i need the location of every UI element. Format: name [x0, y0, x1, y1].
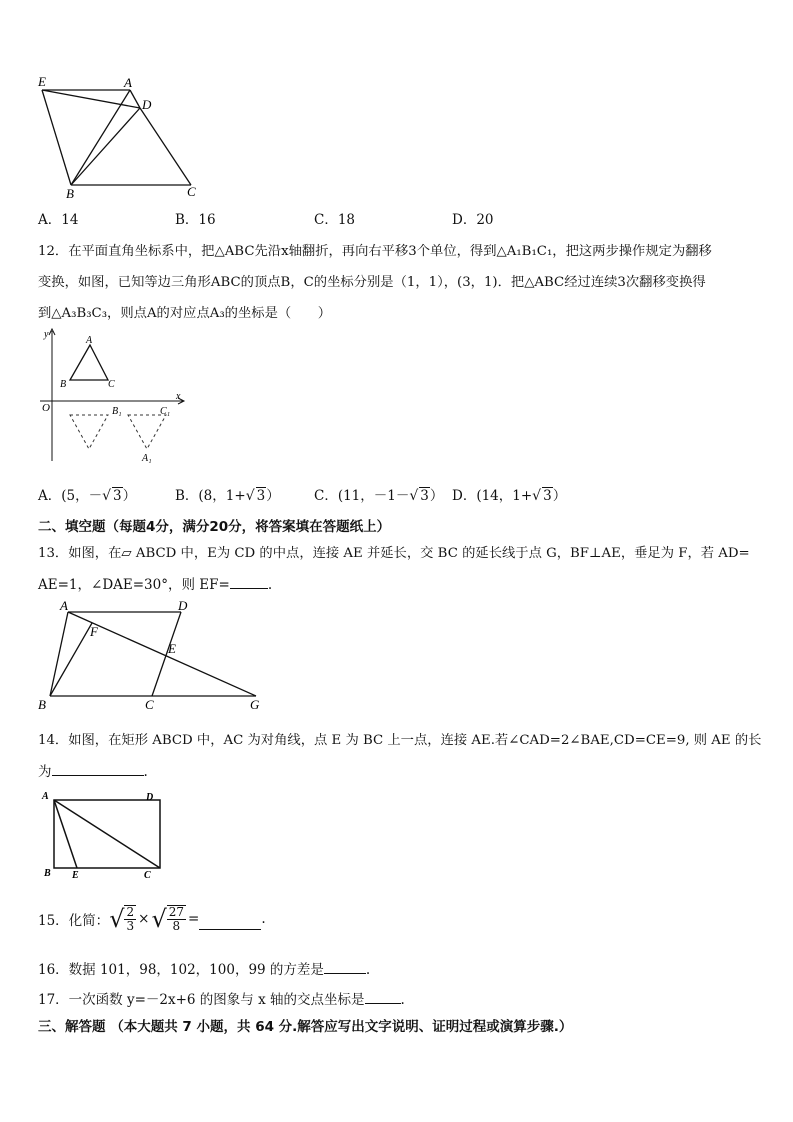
q12-option-a: A．(5，－√ 3）: [38, 488, 137, 504]
label-F: F: [90, 624, 98, 639]
label-A: A: [124, 75, 132, 90]
section2-heading: 二、填空题（每题4分，满分20分，将答案填在答题纸上）: [38, 519, 391, 535]
axis-x-label: x: [176, 391, 181, 402]
label-D: D: [178, 598, 188, 613]
label-C: C: [187, 184, 196, 199]
radicand: 3: [256, 488, 266, 504]
q11-option-d: D．20: [452, 212, 494, 228]
q14-figure: [36, 786, 166, 882]
q14-line2: 为 .: [38, 764, 148, 780]
radicand: 3: [543, 488, 552, 504]
q12-line1: 12．在平面直角坐标系中，把△ABC先沿x轴翻折，再向右平移3个单位，得到△A₁B₁C₁，把这两步操作规定为翻移: [38, 244, 712, 259]
label-A: A: [60, 598, 68, 613]
radicand: 3: [113, 488, 122, 504]
label-E: E: [38, 74, 46, 89]
label-B: B: [66, 186, 74, 200]
label-C: C: [145, 697, 154, 712]
q12-line2: 变换，如图，已知等边三角形ABC的顶点B，C的坐标分别是（1，1），(3，1)．把△ABC经过连续3次翻移变换得: [38, 275, 706, 290]
q12-figure: [36, 325, 186, 465]
q13-figure: [36, 598, 276, 718]
q16: 16．数据 101，98，102，100，99 的方差是 .: [38, 962, 371, 978]
q15: 15．化简： √ $\frac{2}{3}$ × √ $\frac{27}{8}$ = .: [38, 905, 266, 933]
label-B: B: [44, 868, 51, 879]
answer-blank: [324, 961, 366, 974]
q11-figure: [30, 70, 210, 200]
label-C: C: [108, 379, 115, 390]
label-A: A: [86, 335, 93, 346]
radicand: 3: [420, 488, 429, 504]
label-B: B: [38, 697, 46, 712]
q11-option-a: A．14: [38, 212, 79, 228]
q11-option-c: C．18: [314, 212, 356, 228]
label-A: A: [42, 791, 49, 802]
label-C1: C₁: [160, 406, 171, 417]
q13-line2: AE=1，∠DAE=30°，则 EF= .: [38, 577, 273, 593]
q12-option-c: C．(11，－1－√ 3）: [314, 488, 444, 504]
label-G: G: [250, 697, 260, 712]
answer-blank: [230, 576, 268, 589]
answer-blank: [52, 763, 144, 776]
q12-option-d: D．(14，1+√ 3）: [452, 488, 567, 504]
fraction-2-3: $\frac{2}{3}$: [126, 905, 135, 933]
q17: 17．一次函数 y=－2x+6 的图象与 x 轴的交点坐标是 .: [38, 992, 405, 1008]
axis-y-label: y: [44, 329, 49, 340]
origin-label: O: [42, 402, 50, 414]
answer-blank: [199, 917, 261, 930]
label-B1: B₁: [112, 406, 122, 417]
label-D: D: [146, 792, 154, 803]
answer-blank: [365, 991, 401, 1004]
section3-heading: 三、解答题 （本大题共 7 小题，共 64 分.解答应写出文字说明、证明过程或演算步骤.）: [38, 1019, 573, 1035]
label-D: D: [142, 97, 152, 112]
label-E: E: [72, 870, 79, 881]
q13-line1: 13．如图，在▱ ABCD 中，E为 CD 的中点，连接 AE 并延长，交 BC 的延长线于点 G，BF⊥AE，垂足为 F，若 AD=: [38, 546, 750, 561]
fraction-27-8: $\frac{27}{8}$: [168, 905, 185, 933]
q11-option-b: B．16: [175, 212, 216, 228]
label-E: E: [168, 641, 176, 656]
label-B: B: [60, 379, 67, 390]
q14-line1: 14．如图，在矩形 ABCD 中，AC 为对角线，点 E 为 BC 上一点，连接 AE.若∠CAD=2∠BAE,CD=CE=9, 则 AE 的长: [38, 733, 762, 748]
q12-line3: 到△A₃B₃C₃，则点A的对应点A₃的坐标是（ ）: [38, 306, 332, 321]
label-C: C: [144, 870, 151, 881]
q12-option-b: B．(8，1+√ 3）: [175, 488, 280, 504]
label-A1: A₁: [142, 453, 152, 464]
